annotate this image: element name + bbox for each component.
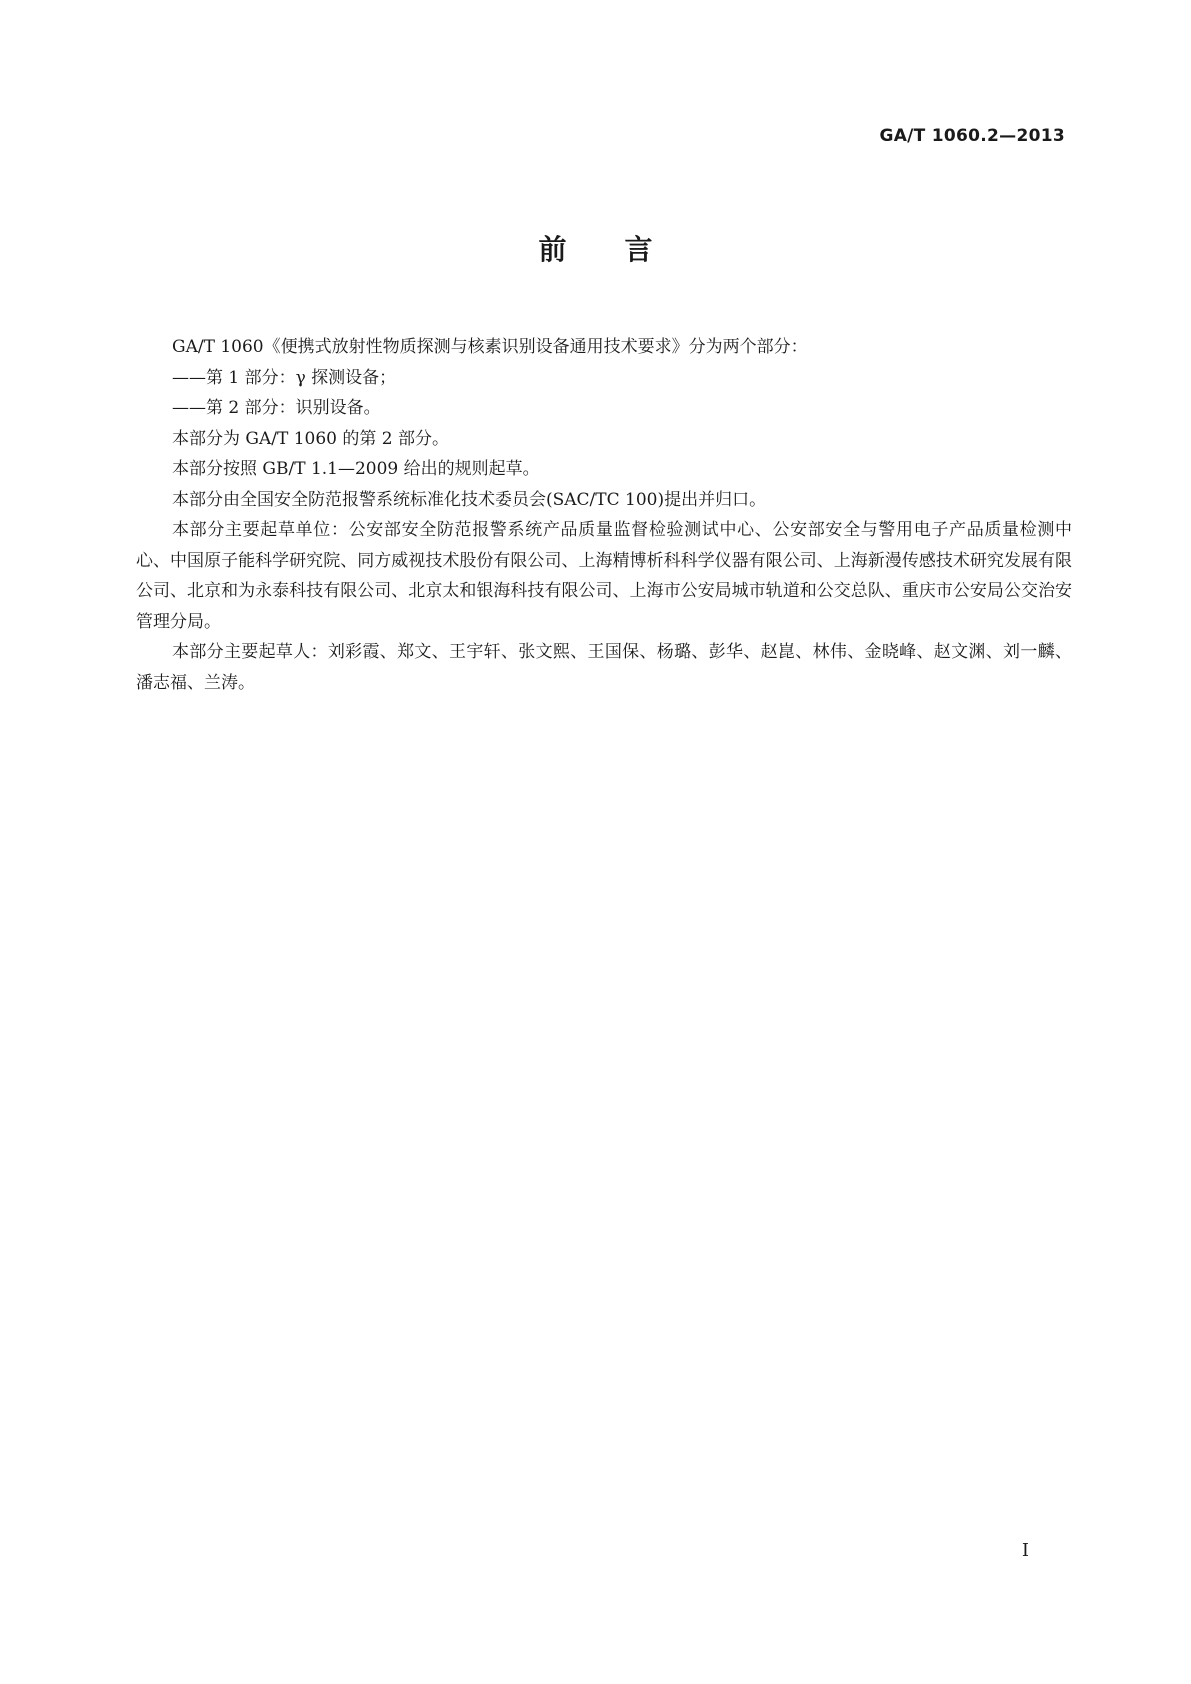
foreword-body [136,332,1072,698]
paragraph-drafting-rules: 本部分按照 GB/T 1.1—2009 给出的规则起草。 [172,459,540,479]
paragraph-part-2: ——第 2 部分：识别设备。 [172,398,381,418]
page-title-char-2: 言 [624,233,653,266]
paragraph-proposer: 本部分由全国安全防范报警系统标准化技术委员会(SAC/TC 100)提出并归口。 [172,489,767,510]
paragraph-drafters: 本部分主要起草人：刘彩霞、郑文、王宇轩、张文熙、王国保、杨璐、彭华、赵崑、林伟、金晓峰、赵文渊、刘一麟、潘志福、兰涛。 [136,642,1072,693]
paragraph-drafting-units: 本部分主要起草单位：公安部安全防范报警系统产品质量监督检验测试中心、公安部安全与警用电子产品质量检测中心、中国原子能科学研究院、同方威视技术股份有限公司、上海精博析科科学仪器有限公司、上海新漫传感技术研究发展有限公司、北京和为永泰科技有限公司、北京太和银海科技有限公司、上海市公安局城市轨道和公交总队、重庆市公安局公交治安管理分局。 [136,520,1072,632]
standard-code: GA/T 1060.2—2013 [879,126,1065,146]
paragraph-part-1: ——第 1 部分：γ 探测设备； [172,367,397,388]
page-title-char-1: 前 [538,233,567,266]
paragraph-this-part: 本部分为 GA/T 1060 的第 2 部分。 [172,428,450,449]
paragraph-series-intro: GA/T 1060《便携式放射性物质探测与核素识别设备通用技术要求》分为两个部分： [172,337,808,357]
page-number: I [1021,1540,1029,1561]
page-title [0,228,1191,268]
